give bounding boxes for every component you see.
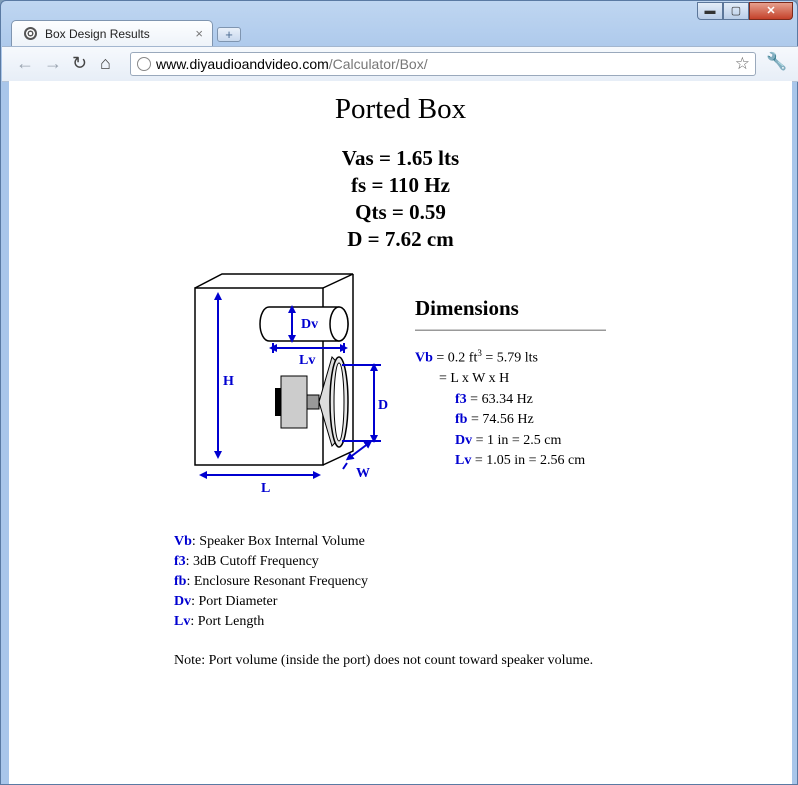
ported-box-diagram bbox=[189, 271, 389, 501]
legend-text: : 3dB Cutoff Frequency bbox=[185, 554, 319, 569]
close-window-button[interactable]: ✕ bbox=[749, 2, 793, 20]
divider bbox=[415, 329, 606, 331]
minimize-button[interactable]: ▬ bbox=[697, 2, 723, 20]
lwh-line: = L x W x H bbox=[439, 371, 510, 387]
f3-value: = 63.34 Hz bbox=[466, 391, 533, 407]
forward-icon[interactable]: → bbox=[44, 53, 62, 73]
vb-line bbox=[415, 343, 606, 369]
label-d: D bbox=[378, 398, 389, 413]
browser-toolbar bbox=[2, 46, 798, 82]
wrench-icon[interactable]: 🔧 bbox=[766, 52, 788, 71]
f3-key: f3 bbox=[455, 391, 467, 407]
address-bar[interactable] bbox=[130, 52, 756, 76]
dv-key: Dv bbox=[455, 432, 473, 448]
speaker-driver bbox=[275, 357, 348, 447]
vb-value-b: = 5.79 lts bbox=[481, 350, 538, 366]
dimensions-values bbox=[415, 343, 606, 472]
vb-value-a: = 0.2 ft bbox=[432, 350, 478, 366]
legend-text: : Speaker Box Internal Volume bbox=[191, 534, 365, 549]
url-host: www.diyaudioandvideo.com bbox=[156, 56, 329, 72]
fb-line bbox=[415, 410, 606, 431]
param-qts: Qts = 0.59 bbox=[355, 200, 446, 224]
url-path: /Calculator/Box/ bbox=[328, 56, 428, 72]
legend-text: : Port Diameter bbox=[191, 594, 278, 609]
fb-value: = 74.56 Hz bbox=[467, 412, 534, 428]
port-volume-note: Note: Port volume (inside the port) does not count toward speaker volume. bbox=[174, 653, 594, 668]
legend-item bbox=[174, 532, 368, 552]
param-d: D = 7.62 cm bbox=[347, 227, 454, 251]
legend-item bbox=[174, 612, 368, 632]
param-vas: Vas = 1.65 lts bbox=[341, 146, 460, 170]
page-content bbox=[9, 81, 792, 784]
page-title: Ported Box bbox=[334, 93, 467, 125]
tab-close-icon[interactable]: × bbox=[195, 26, 203, 41]
legend-text: : Port Length bbox=[190, 614, 265, 629]
dv-line bbox=[415, 431, 606, 452]
legend-key: fb bbox=[174, 574, 187, 589]
tab-title: Box Design Results bbox=[45, 27, 150, 41]
vb-sup: 3 bbox=[477, 348, 482, 358]
legend-item bbox=[174, 552, 368, 572]
reload-icon[interactable]: ↻ bbox=[72, 53, 88, 73]
f3-line bbox=[415, 390, 606, 411]
star-icon[interactable]: ☆ bbox=[734, 54, 750, 73]
label-dv: Dv bbox=[301, 317, 319, 332]
lv-value: = 1.05 in = 2.56 cm bbox=[471, 453, 586, 469]
legend-item bbox=[174, 592, 368, 612]
label-lv: Lv bbox=[299, 353, 316, 368]
home-icon[interactable]: ⌂ bbox=[100, 53, 111, 73]
favicon-icon bbox=[24, 27, 37, 40]
back-icon[interactable]: ← bbox=[16, 53, 34, 73]
new-tab-button[interactable]: + bbox=[217, 27, 241, 42]
lv-line bbox=[415, 451, 606, 472]
tab-strip bbox=[1, 1, 798, 47]
driver-parameters bbox=[9, 145, 792, 253]
window-controls bbox=[697, 2, 793, 20]
dv-value: = 1 in = 2.5 cm bbox=[472, 432, 562, 448]
vb-key: Vb bbox=[415, 350, 433, 366]
legend-key: f3 bbox=[174, 554, 186, 569]
tab-box-design-results[interactable] bbox=[11, 20, 213, 46]
dimensions-panel bbox=[415, 296, 606, 472]
legend-key: Vb bbox=[174, 534, 192, 549]
label-w: W bbox=[356, 466, 370, 481]
legend bbox=[174, 532, 368, 632]
label-h: H bbox=[223, 374, 234, 389]
lv-key: Lv bbox=[455, 453, 472, 469]
legend-key: Dv bbox=[174, 594, 192, 609]
dimensions-title: Dimensions bbox=[415, 296, 519, 320]
legend-key: Lv bbox=[174, 614, 191, 629]
label-l: L bbox=[261, 481, 271, 496]
param-fs: fs = 110 Hz bbox=[351, 173, 450, 197]
maximize-button[interactable]: ▢ bbox=[723, 2, 749, 20]
globe-icon bbox=[137, 57, 151, 71]
url-text[interactable] bbox=[156, 56, 428, 72]
legend-item bbox=[174, 572, 368, 592]
legend-text: : Enclosure Resonant Frequency bbox=[186, 574, 369, 589]
fb-key: fb bbox=[455, 412, 468, 428]
